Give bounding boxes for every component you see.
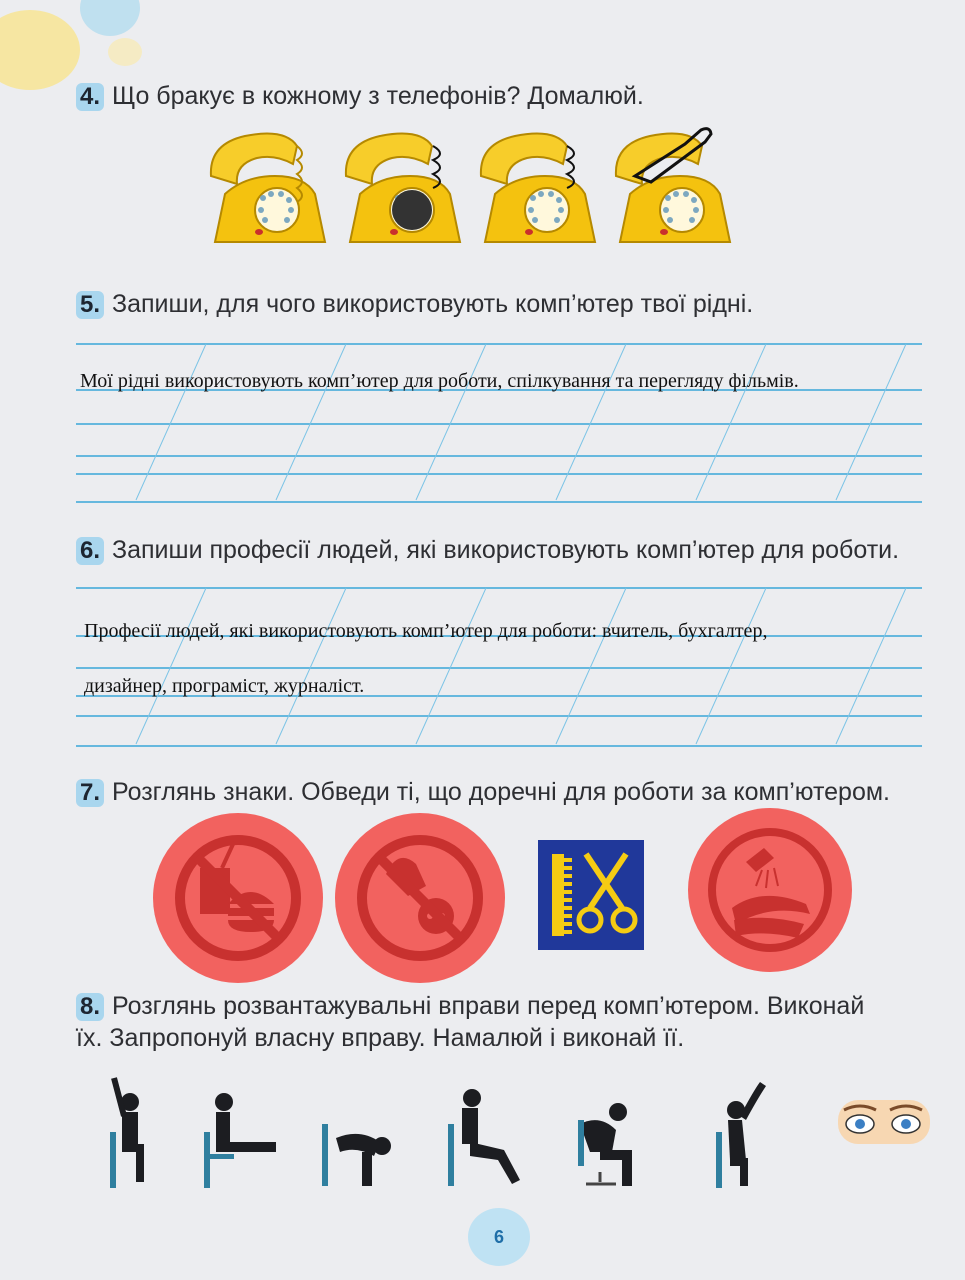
task-6-heading [76, 536, 899, 565]
page-number: 6 [468, 1208, 530, 1266]
task-number: 6. [76, 537, 104, 565]
task-number: 5. [76, 291, 104, 319]
task-text: Запиши, для чого використовують комп’ютер твої рідні. [112, 290, 754, 318]
phone-1 [211, 134, 325, 242]
task-text: Що бракує в кожному з телефонів? Домалюй. [112, 82, 644, 110]
task-text: Запиши професії людей, які використовують комп’ютер для роботи. [112, 536, 900, 564]
phone-3 [481, 134, 595, 242]
task-8-heading-line-2: їх. Запропонуй власну вправу. Намалюй і виконай її. [76, 1024, 685, 1052]
haircut-sign[interactable] [538, 840, 644, 950]
task-number: 7. [76, 779, 104, 807]
task-5-heading [76, 290, 753, 319]
task-number: 8. [76, 993, 104, 1021]
no-food-drink-sign[interactable] [153, 813, 323, 983]
exercise-figure-legs-forward [204, 1093, 276, 1188]
task-8-heading [76, 992, 864, 1021]
task-text-line-1: Розглянь розвантажувальні вправи перед комп’ютером. Виконай [112, 992, 865, 1020]
phones-row [205, 124, 735, 254]
task-7-heading [76, 778, 890, 807]
hand-wash-sign[interactable] [688, 808, 852, 972]
task-4-heading [76, 82, 644, 111]
task-6-answer-line-2[interactable]: дизайнер, програміст, журналіст. [84, 675, 365, 697]
signs-row [150, 808, 870, 978]
exercise-figures-row [100, 1072, 935, 1192]
task-5-answer[interactable]: Мої рідні використовують комп’ютер для роботи, спілкування та перегляду фільмів. [80, 370, 799, 392]
eyes-exercise-illustration [838, 1100, 930, 1144]
exercise-figure-arm-up [110, 1078, 144, 1188]
task-text: Розглянь знаки. Обведи ті, що доречні для роботи за комп’ютером. [112, 778, 890, 806]
phone-4 [616, 129, 730, 242]
no-electric-shock-sign[interactable] [335, 813, 505, 983]
task-6-answer-line-1[interactable]: Професії людей, які використовують комп’ютер для роботи: вчитель, бухгалтер, [84, 620, 768, 642]
decor-circle-small [108, 38, 142, 66]
writing-lines-task-6 [76, 584, 922, 749]
writing-lines-task-5 [76, 340, 922, 505]
exercise-figure-twist [578, 1103, 632, 1186]
exercise-figure-bend-forward [322, 1124, 391, 1186]
task-number: 4. [76, 83, 104, 111]
phone-2 [346, 134, 460, 242]
exercise-figure-side-stretch [716, 1082, 766, 1188]
decor-circle-blue [80, 0, 140, 36]
decor-circle-yellow [0, 10, 80, 90]
exercise-figure-lean-back [448, 1089, 520, 1186]
